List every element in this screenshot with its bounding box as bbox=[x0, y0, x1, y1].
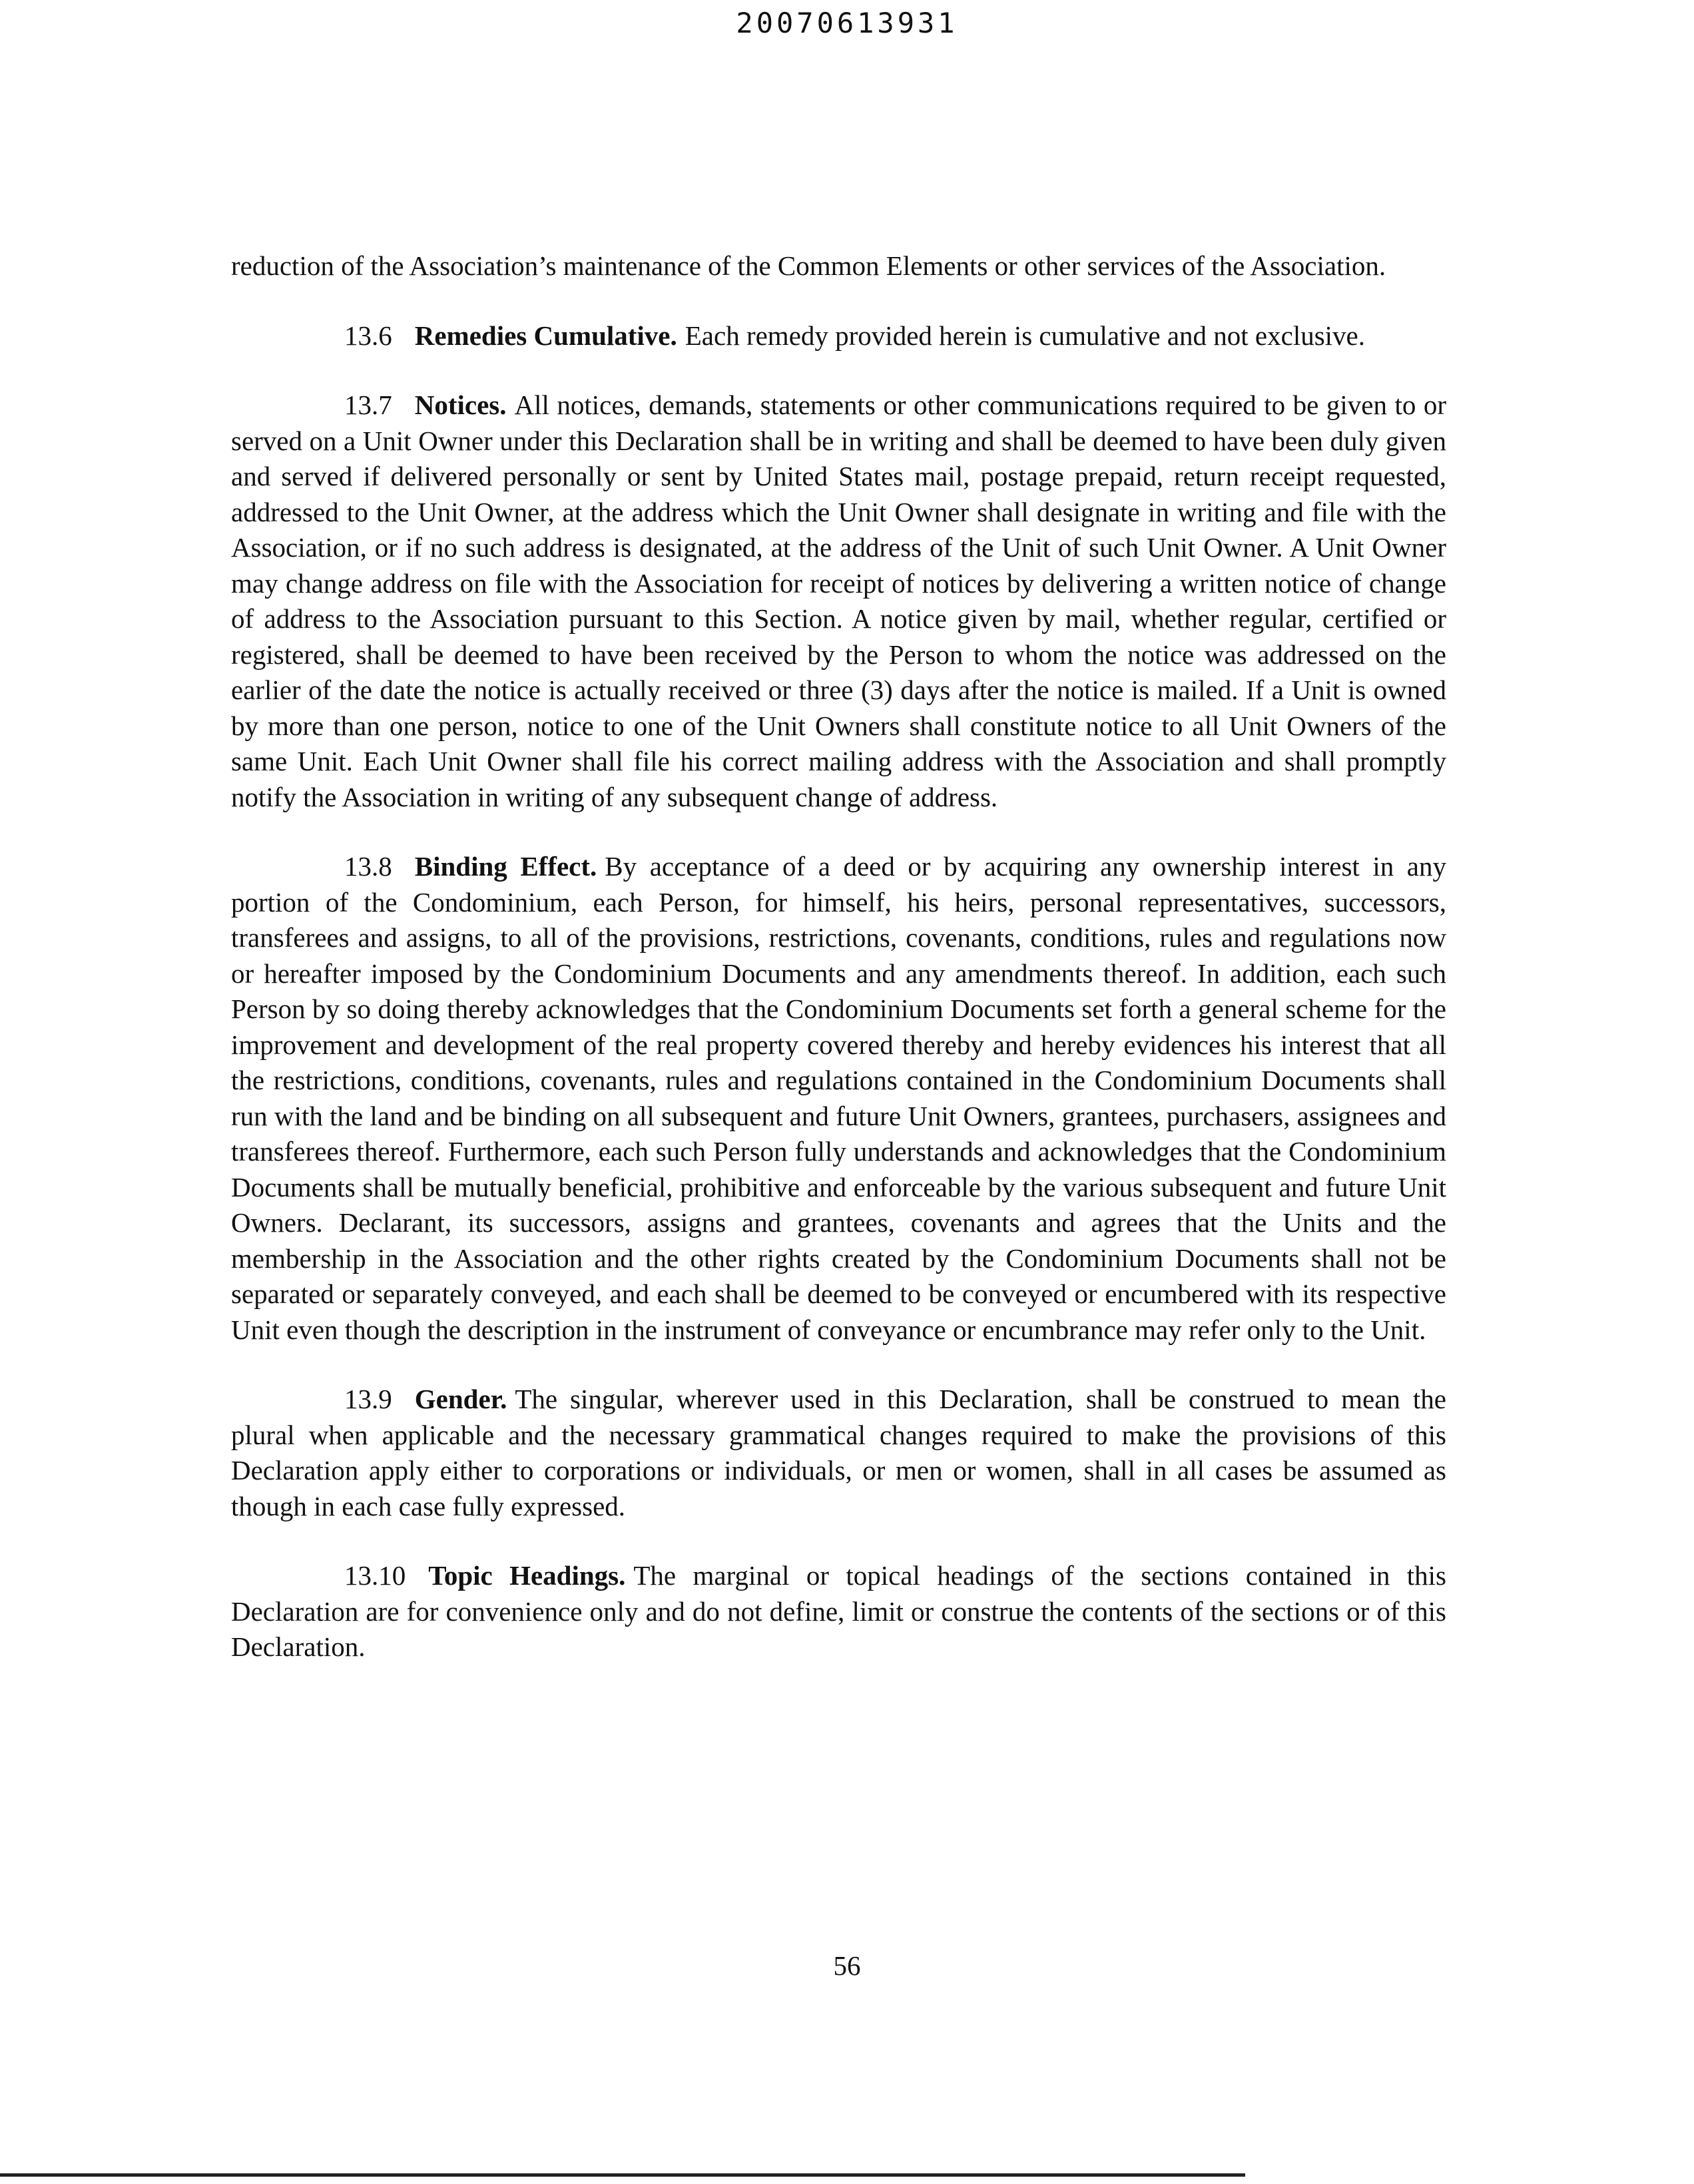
section-number: 13.8 bbox=[344, 851, 392, 882]
section-text: The marginal or topical headings of the sections contained in this Declaration are for convenience only and do not define, limit or construe the contents of the sections or of this Declaration. bbox=[231, 1560, 1446, 1662]
section-number: 13.6 bbox=[344, 320, 392, 351]
section-title: Remedies Cumulative. bbox=[414, 320, 677, 351]
section-number: 13.7 bbox=[344, 390, 392, 420]
section-text: All notices, demands, statements or other communications required to be given to or served on a Unit Owner under this Declaration shall be in writing and shall be deemed to have been duly given and served if delivered personally or sent by United States mail, postage prepaid, return receipt requested, addressed to the Unit Owner, at the address which the Unit Owner shall designate in writing and file with the Association, or if no such address is designated, at the address of the Unit of such Unit Owner. A Unit Owner may change address on file with the Association for receipt of notices by delivering a written notice of change of address to the Association pursuant to this Section. A notice given by mail, whether regular, certified or registered, shall be deemed to have been received by the Person to whom the notice was addressed on the earlier of the date the notice is actually received or three (3) days after the notice is mailed. If a Unit is owned by more than one person, notice to one of the Unit Owners shall constitute notice to all Unit Owners of the same Unit. Each Unit Owner shall file his correct mailing address with the Association and shall promptly notify the Association in writing of any subsequent change of address. bbox=[231, 390, 1446, 812]
section-number: 13.9 bbox=[344, 1384, 392, 1414]
section-13-6 bbox=[231, 318, 1446, 354]
document-number: 20070613931 bbox=[736, 7, 958, 39]
section-number: 13.10 bbox=[344, 1560, 406, 1591]
section-text: By acceptance of a deed or by acquiring any ownership interest in any portion of the Condominium, each Person, for himself, his heirs, personal representatives, successors, transferees and assigns, to all of the provisions, restrictions, covenants, conditions, rules and regulations now or hereafter imposed by the Condominium Documents and any amendments thereof. In addition, each such Person by so doing thereby acknowledges that the Condominium Documents set forth a general scheme for the improvement and development of the real property covered thereby and hereby evidences his interest that all the restrictions, conditions, covenants, rules and regulations contained in the Condominium Documents shall run with the land and be binding on all subsequent and future Unit Owners, grantees, purchasers, assignees and transferees thereof. Furthermore, each such Person fully understands and acknowledges that the Condominium Documents shall be mutually beneficial, prohibitive and enforceable by the various subsequent and future Unit Owners. Declarant, its successors, assigns and grantees, covenants and agrees that the Units and the membership in the Association and the other rights created by the Condominium Documents shall not be separated or separately conveyed, and each shall be deemed to be conveyed or encumbered with its respective Unit even though the description in the instrument of conveyance or encumbrance may refer only to the Unit. bbox=[231, 851, 1446, 1345]
page-number: 56 bbox=[833, 1950, 861, 1981]
section-13-10 bbox=[231, 1558, 1446, 1665]
bottom-rule bbox=[0, 2173, 1245, 2177]
section-title: Topic Headings. bbox=[428, 1560, 626, 1591]
continuation-paragraph: reduction of the Association’s maintenance of the Common Elements or other services of the Association. bbox=[231, 250, 1386, 281]
section-title: Binding Effect. bbox=[414, 851, 597, 882]
section-13-7 bbox=[231, 388, 1446, 815]
section-13-8 bbox=[231, 849, 1446, 1348]
section-text: Each remedy provided herein is cumulative and not exclusive. bbox=[685, 320, 1366, 351]
document-body bbox=[231, 248, 1446, 1699]
section-text: The singular, wherever used in this Declaration, shall be construed to mean the plural when applicable and the necessary grammatical changes required to make the provisions of this Declaration apply either to corporations or individuals, or men or women, shall in all cases be assumed as though in each case fully expressed. bbox=[231, 1384, 1446, 1521]
section-13-9 bbox=[231, 1382, 1446, 1524]
section-title: Gender. bbox=[414, 1384, 507, 1414]
section-title: Notices. bbox=[414, 390, 507, 420]
